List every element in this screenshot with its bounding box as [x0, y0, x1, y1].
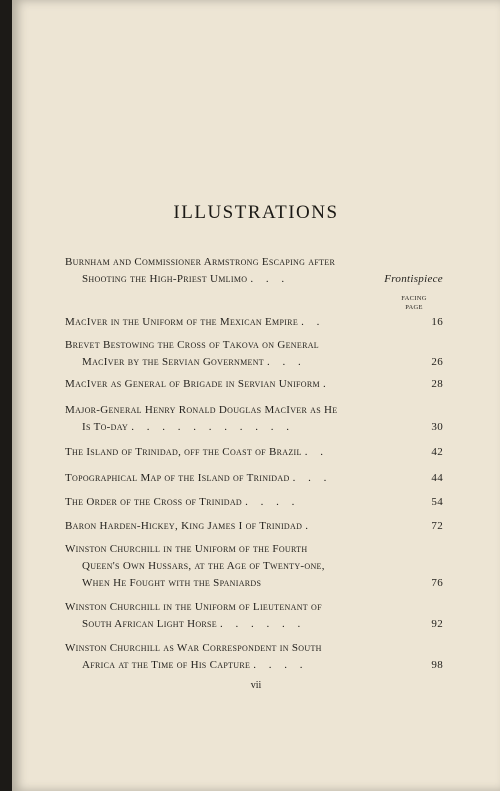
entry-page: 44 [431, 472, 443, 484]
entry-line [65, 518, 443, 535]
entry-text: Baron Harden-Hickey, King James I of Trinidad [65, 520, 303, 532]
facing-page-label [397, 294, 431, 312]
page-number: vii [250, 680, 262, 691]
entry-line [65, 354, 443, 371]
leader-dots: . . . [267, 356, 306, 368]
entry-page: 28 [431, 378, 443, 390]
facing-label-line: FACING [401, 295, 427, 302]
entry-text: Shooting the High-Priest Umlimo [82, 273, 248, 285]
entry-page: 92 [431, 618, 443, 630]
leader-dots: . [322, 378, 331, 390]
entry-line: Major-General Henry Ronald Douglas MacIver as He [65, 404, 338, 416]
entry-text: MacIver by the Servian Government [82, 356, 264, 368]
illustration-entry-3 [65, 337, 443, 371]
entry-page: 72 [431, 520, 443, 532]
illustration-entry-10 [65, 541, 443, 592]
entry-line: Queen's Own Hussars, at the Age of Twenty-one, [82, 560, 325, 572]
entry-text: MacIver in the Uniform of the Mexican Empire [65, 316, 299, 328]
entry-line [65, 314, 443, 331]
illustration-entry-9 [65, 518, 443, 535]
entry-text: Is To-day [82, 421, 129, 433]
entry-line: Winston Churchill in the Uniform of Lieutenant of [65, 601, 322, 613]
entry-line [65, 616, 443, 633]
entry-line [65, 376, 443, 393]
illustration-entry-7 [65, 470, 443, 487]
illustration-entry-2 [65, 314, 443, 331]
entry-page: Frontispiece [384, 273, 443, 285]
leader-dots: . . . . . . . . . . . [131, 421, 294, 433]
entry-page: 26 [431, 356, 443, 368]
illustration-entry-6 [65, 444, 443, 461]
entry-line [65, 494, 443, 511]
entry-text: South African Light Horse [82, 618, 217, 630]
leader-dots: . . . . [245, 496, 300, 508]
illustration-entry-8 [65, 494, 443, 511]
illustration-entry-12 [65, 640, 443, 674]
leader-dots: . . [301, 316, 325, 328]
entry-page: 42 [431, 446, 443, 458]
illustration-entry-4 [65, 376, 443, 393]
entry-text: The Order of the Cross of Trinidad [65, 496, 243, 508]
book-page [12, 0, 500, 791]
entry-text: The Island of Trinidad, off the Coast of Brazil [65, 446, 302, 458]
entry-line: Brevet Bestowing the Cross of Takova on General [65, 339, 319, 351]
entry-line: When He Fought with the Spaniards [82, 577, 262, 589]
facing-label-line: PAGE [405, 304, 423, 311]
illustration-entry-11 [65, 599, 443, 633]
entry-line: Burnham and Commissioner Armstrong Escaping after [65, 256, 336, 268]
entry-line [65, 444, 443, 461]
entry-page: 30 [431, 421, 443, 433]
leader-dots: . . [304, 446, 328, 458]
entry-text: Africa at the Time of His Capture [82, 659, 251, 671]
entry-page: 54 [431, 496, 443, 508]
leader-dots: . [305, 520, 313, 532]
illustration-entry-1 [65, 254, 443, 288]
entry-line [65, 657, 443, 674]
leader-dots: . . . . [253, 659, 308, 671]
entry-text: Topographical Map of the Island of Trinidad [65, 472, 290, 484]
entry-line: Winston Churchill in the Uniform of the Fourth [65, 543, 308, 555]
page-heading: ILLUSTRATIONS [173, 202, 339, 223]
entry-line [65, 470, 443, 487]
entry-page: 98 [431, 659, 443, 671]
leader-dots: . . . [250, 273, 290, 285]
entry-text: MacIver as General of Brigade in Servian Uniform [65, 378, 320, 390]
entry-line [65, 419, 443, 436]
leader-dots: . . . [292, 472, 332, 484]
entry-line: Winston Churchill as War Correspondent in South [65, 642, 322, 654]
leader-dots: . . . . . . [220, 618, 306, 630]
entry-page: 76 [431, 577, 443, 589]
illustration-entry-5 [65, 402, 443, 436]
entry-page: 16 [431, 316, 443, 328]
